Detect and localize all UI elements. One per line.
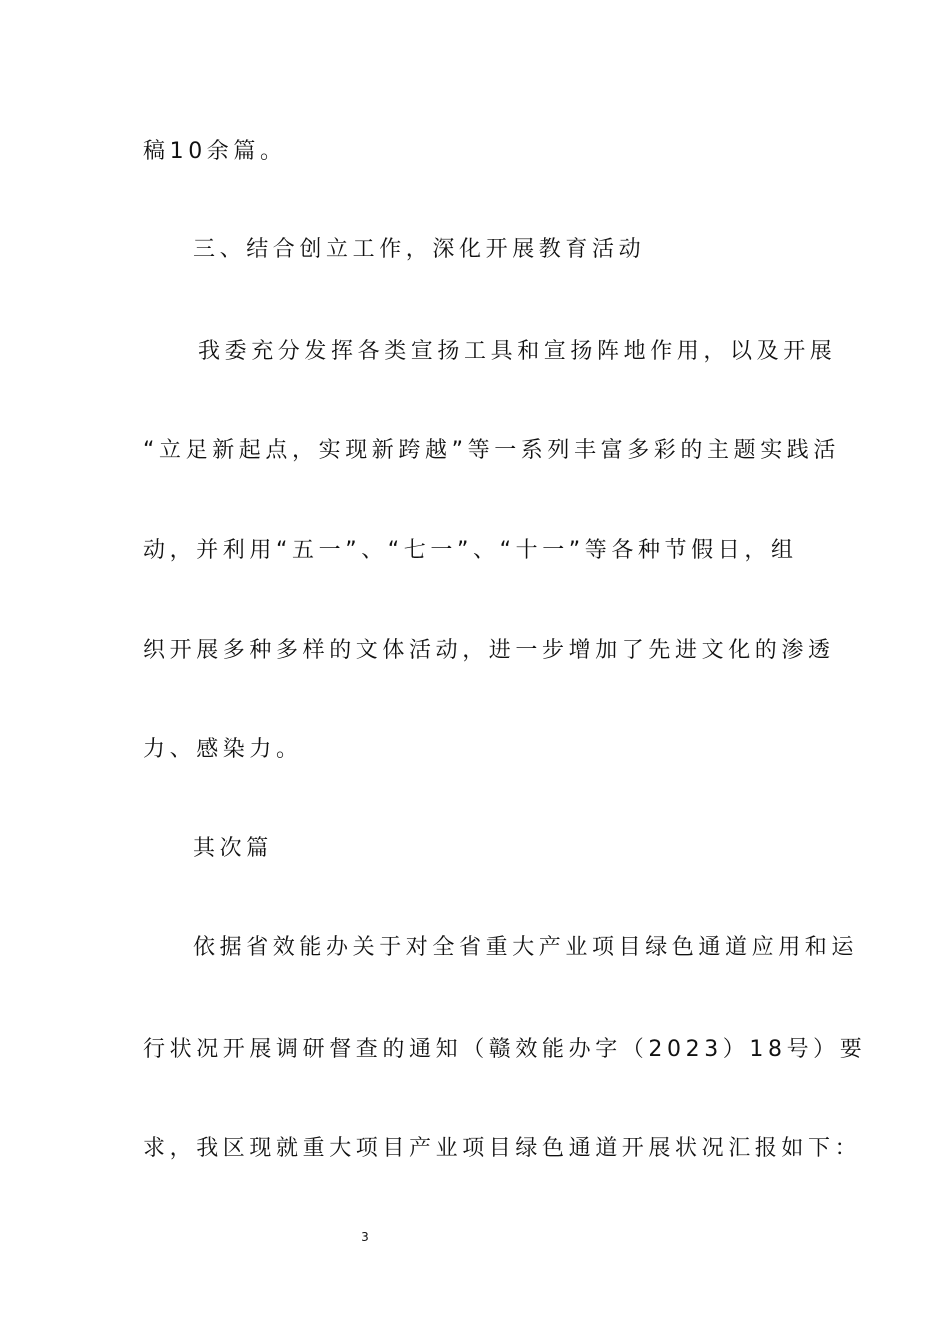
part-title: 其次篇 [193, 836, 273, 861]
paragraph-line-5: 动，并利用“五一”、“七一”、“十一”等各种节假日，组 [143, 538, 798, 563]
paragraph-line-9: 依据省效能办关于对全省重大产业项目绿色通道应用和运 [193, 935, 859, 960]
paragraph-line-3: 我委充分发挥各类宣扬工具和宣扬阵地作用，以及开展 [198, 339, 837, 364]
paragraph-line-6: 织开展多种多样的文体活动，进一步增加了先进文化的渗透 [143, 638, 835, 663]
paragraph-line-7: 力、感染力。 [143, 737, 303, 762]
paragraph-line-10: 行状况开展调研督查的通知（赣效能办字（2023）18号）要 [143, 1037, 867, 1062]
section-heading: 三、结合创立工作，深化开展教育活动 [193, 237, 646, 262]
page-number: 3 [361, 1230, 369, 1244]
paragraph-line-11: 求，我区现就重大项目产业项目绿色通道开展状况汇报如下： [143, 1136, 862, 1161]
paragraph-line-1: 稿10余篇。 [143, 139, 287, 164]
paragraph-line-4: “立足新起点，实现新跨越”等一系列丰富多彩的主题实践活 [143, 438, 840, 463]
